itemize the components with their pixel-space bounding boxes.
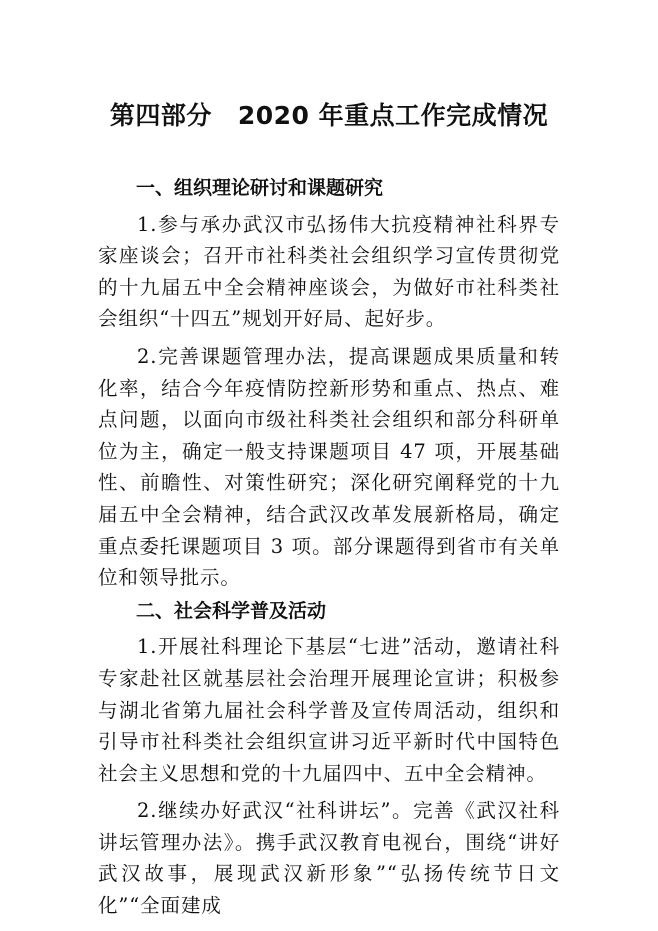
section-heading-1: 一、组织理论研讨和课题研究 <box>136 177 384 199</box>
section-2-paragraph-1: 1.开展社科理论下基层“七进”活动，邀请社科专家赴社区就基层社会治理开展理论宣讲；积极参与湖北省第九届社会科学普及宣传周活动，组织和引导市社科类社会组织宣讲习近平新时代中国特色社会主义思想和党的十九届四中、五中全会精神。 <box>98 635 560 785</box>
document-body <box>98 173 560 922</box>
section-heading-2: 二、社会科学普及活动 <box>136 599 327 622</box>
title-part: 第四部分 <box>109 101 212 130</box>
title-main: 2020 年重点工作完成情况 <box>237 101 549 130</box>
section-2-paragraph-2: 2.继续办好武汉“社科讲坛”。完善《武汉社科讲坛管理办法》。携手武汉教育电视台，围绕“讲好武汉故事，展现武汉新形象”“弘扬传统节日文化”“全面建成 <box>98 799 560 918</box>
page-title <box>0 96 658 132</box>
section-1-paragraph-2: 2.完善课题管理办法，提高课题成果质量和转化率，结合今年疫情防控新形势和重点、热点、难点问题，以面向市级社科类社会组织和部分科研单位为主，确定一般支持课题项目 47 项，开展基础性、前瞻性、对策性研究；深化研究阐释党的十九届五中全会精神，结合武汉改革发展新格局，确定重点委托课题项目 3 项。部分课题得到省市有关单位和领导批示。 <box>98 344 560 590</box>
section-1-paragraph-1: 1.参与承办武汉市弘扬伟大抗疫精神社科界专家座谈会；召开市社科类社会组织学习宣传贯彻党的十九届五中全会精神座谈会，为做好市社科类社会组织“十四五”规划开好局、起好步。 <box>98 212 560 331</box>
